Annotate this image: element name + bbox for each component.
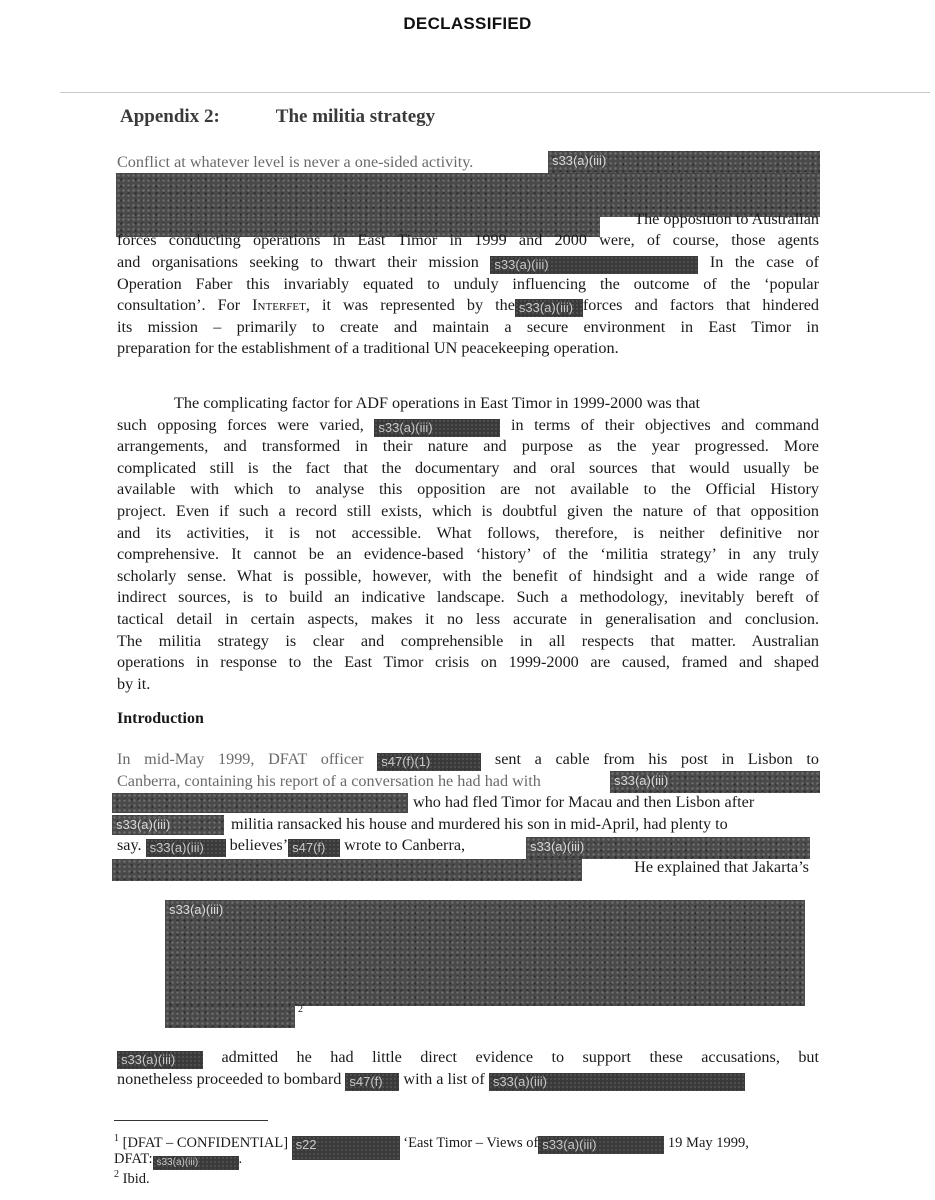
redaction-label: s33(a)(iii) — [153, 1156, 239, 1170]
text-line: arrangements, and transformed in their nature and purpose as the year progressed. More — [117, 437, 819, 456]
redaction-label: s33(a)(iii) — [489, 1073, 745, 1091]
text-line: Conflict at whatever level is never a one-sided activity. — [117, 153, 474, 171]
text-line: preparation for the establishment of a traditional UN peacekeeping operation. — [117, 339, 619, 358]
redaction-block: s33(a)(iii) — [526, 837, 810, 859]
redaction-label: s33(a)(iii) — [117, 1051, 203, 1069]
text-line: Operation Faber this invariably equated to unduly influencing the outcome of the ‘popular — [117, 274, 819, 293]
text-line: operations in response to the East Timor crisis on 1999-2000 are caused, framed and shaped — [117, 653, 819, 672]
text-line: and its activities, it is not accessible. What follows, therefore, is neither definitive nor — [117, 523, 819, 542]
text-line: by it. — [117, 674, 151, 693]
appendix-title: The militia strategy — [275, 106, 436, 127]
redaction-block: s33(a)(iii) — [548, 151, 820, 173]
text-line: Canberra, containing his report of a conversation he had had with — [117, 771, 541, 790]
text-line: The militia strategy is clear and comprehensible in all respects that matter. Australian — [117, 631, 819, 650]
redaction-label: s22 — [292, 1136, 400, 1160]
text-line: and organisations seeking to thwart their mission s33(a)(iii) In the case of — [117, 252, 820, 272]
text-line: The complicating factor for ADF operations in East Timor in 1999-2000 was that — [174, 394, 701, 412]
redaction-label: s33(a)(iii) — [146, 839, 226, 857]
declassified-banner: DECLASSIFIED — [403, 14, 532, 33]
text-line: complicated still is the fact that the documentary and oral sources that would usually be — [117, 458, 819, 477]
redaction-label: s47(f) — [288, 839, 340, 857]
footnote-1-cont: DFAT: s33(a)(iii) . — [114, 1151, 243, 1168]
appendix-label: Appendix 2: — [120, 106, 220, 127]
redaction-block: s33(a)(iii) — [112, 815, 224, 835]
redaction-block — [165, 1006, 295, 1028]
paragraph-4 — [117, 1047, 819, 1090]
text-line: forces conducting operations in East Timor in 1999 and 2000 were, of course, those agents — [117, 231, 819, 250]
text-line: nonetheless proceeded to bombard s47(f) with a list of s33(a)(iii) — [117, 1069, 819, 1091]
redaction-block: s33(a)(iii) — [165, 900, 805, 1006]
text-line: consultation’. For Interfet, it was represented by the s33(a)(iii) forces and factors that hindered — [117, 296, 819, 316]
text-line: s33(a)(iii) admitted he had little direct evidence to support these accusations, but — [117, 1047, 819, 1069]
appendix-heading — [120, 106, 435, 128]
redaction-label: s33(a)(iii) — [374, 419, 500, 437]
paragraph-3 — [117, 749, 819, 879]
text-line: available with which to analyse this opposition are not available to the Official History — [117, 480, 819, 499]
text-line: The opposition to Australian — [634, 209, 819, 228]
text-line: He explained that Jakarta’s — [634, 857, 809, 876]
top-rule — [60, 92, 930, 93]
redaction-block: s33(a)(iii) — [610, 771, 820, 793]
text-line: its mission – primarily to create and maintain a secure environment in East Timor in — [117, 317, 819, 336]
redaction-label: s33(a)(iii) — [515, 299, 583, 317]
paragraph-1 — [117, 152, 819, 360]
footnote-rule — [114, 1120, 268, 1121]
text-line: indirect sources, is to build an indicative landscape. Such a methodology, inevitably bereft of — [117, 588, 819, 607]
text-line: comprehensive. It cannot be an evidence-based ‘history’ of the ‘militia strategy’ in any truly — [117, 545, 819, 564]
paragraph-2 — [117, 393, 819, 695]
text-line: In mid-May 1999, DFAT officer s47(f)(1) sent a cable from his post in Lisbon to — [117, 750, 819, 769]
text-line: such opposing forces were varied, s33(a)(iii) in terms of their objectives and command — [117, 415, 819, 435]
text-line: project. Even if such a record still exists, which is doubtful given the nature of that opposition — [117, 501, 819, 520]
footnote-2: $^2$ Ibid. — [114, 1169, 150, 1187]
redaction-label: s47(f) — [345, 1073, 399, 1091]
introduction-heading: Introduction — [117, 710, 204, 727]
text-line: tactical detail in certain aspects, makes it no less accurate in generalisation and conclusion. — [117, 609, 819, 628]
redaction-label: s33(a)(iii) — [538, 1136, 664, 1154]
footnote-marker: 2 — [298, 1004, 303, 1015]
text-line: who had fled Timor for Macau and then Lisbon after — [413, 793, 755, 812]
text-line: say. s33(a)(iii) believes’ s47(f) wrote to Canberra, — [117, 836, 466, 856]
redaction-label: s47(f)(1) — [377, 753, 481, 771]
footnote-1: $^1$ [DFAT – CONFIDENTIAL] s22 ‘East Timor – Views of s33(a)(iii) 19 May 1999, — [114, 1130, 749, 1160]
redaction-label: s33(a)(iii) — [490, 256, 698, 274]
text-line: scholarly sense. What is possible, however, with the benefit of hindsight and a wide range of — [117, 566, 819, 585]
text-line: militia ransacked his house and murdered his son in mid-April, had plenty to — [231, 814, 728, 833]
